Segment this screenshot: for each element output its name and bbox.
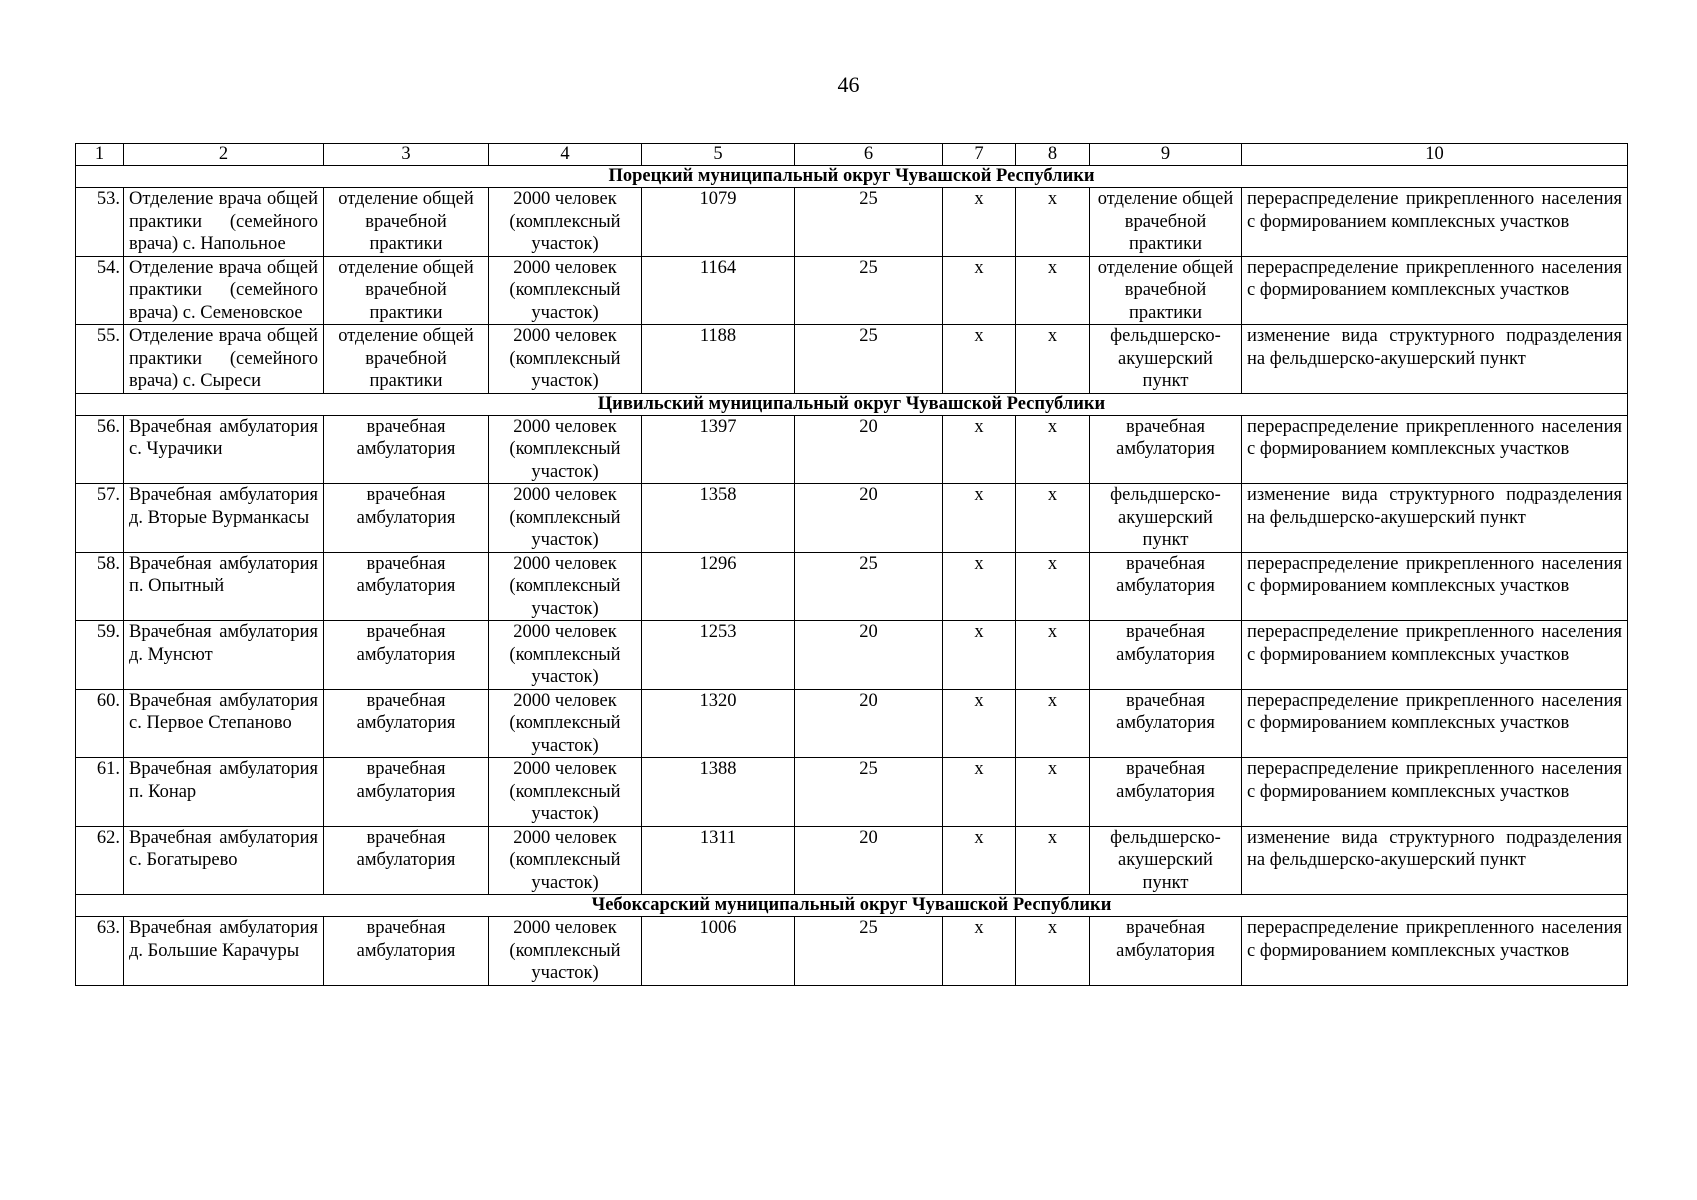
standard-capacity: 2000 человек (комплексный участок): [489, 621, 642, 690]
table-row: [76, 689, 1628, 758]
standard-capacity: 2000 человек (комплексный участок): [489, 758, 642, 827]
facility-name: Отделение врача общей практики (семейного врача) с. Напольное: [124, 188, 324, 257]
standard-capacity: 2000 человек (комплексный участок): [489, 552, 642, 621]
facility-name: Врачебная амбулатория п. Опытный: [124, 552, 324, 621]
attached-population: 1388: [642, 758, 795, 827]
planned-action: изменение вида структурного подразделения на фельдшерско-акушерский пункт: [1242, 826, 1628, 895]
table-row: [76, 325, 1628, 394]
table-row: [76, 188, 1628, 257]
attached-population: 1397: [642, 415, 795, 484]
facility-type: врачебная амбулатория: [324, 552, 489, 621]
column-number-header: 4: [489, 144, 642, 166]
row-number: 58.: [76, 552, 124, 621]
planned-action: перераспределение прикрепленного населения с формированием комплексных участков: [1242, 256, 1628, 325]
section-title: Цивильский муниципальный округ Чувашской Республики: [76, 393, 1628, 415]
attached-population: 1188: [642, 325, 795, 394]
standard-capacity: 2000 человек (комплексный участок): [489, 826, 642, 895]
column-8-value: х: [1016, 552, 1090, 621]
row-number: 55.: [76, 325, 124, 394]
column-number-header: 7: [943, 144, 1016, 166]
facility-type: врачебная амбулатория: [324, 758, 489, 827]
facility-type: врачебная амбулатория: [324, 917, 489, 986]
row-number: 54.: [76, 256, 124, 325]
facility-name: Врачебная амбулатория д. Мунсют: [124, 621, 324, 690]
distance-value: 25: [795, 552, 943, 621]
column-8-value: х: [1016, 484, 1090, 553]
row-number: 59.: [76, 621, 124, 690]
facility-name: Врачебная амбулатория с. Чурачики: [124, 415, 324, 484]
attached-population: 1006: [642, 917, 795, 986]
planned-action: перераспределение прикрепленного населения с формированием комплексных участков: [1242, 758, 1628, 827]
distance-value: 20: [795, 826, 943, 895]
section-title: Чебоксарский муниципальный округ Чувашской Республики: [76, 895, 1628, 917]
column-number-header: 2: [124, 144, 324, 166]
column-7-value: х: [943, 621, 1016, 690]
facility-type: врачебная амбулатория: [324, 621, 489, 690]
column-7-value: х: [943, 758, 1016, 827]
table-row: [76, 826, 1628, 895]
row-number: 60.: [76, 689, 124, 758]
row-number: 63.: [76, 917, 124, 986]
distance-value: 25: [795, 256, 943, 325]
column-8-value: х: [1016, 188, 1090, 257]
distance-value: 25: [795, 758, 943, 827]
facility-name: Врачебная амбулатория д. Большие Карачуры: [124, 917, 324, 986]
facility-type: отделение общей врачебной практики: [324, 256, 489, 325]
facility-name: Врачебная амбулатория д. Вторые Вурманкасы: [124, 484, 324, 553]
standard-capacity: 2000 человек (комплексный участок): [489, 188, 642, 257]
facility-type: врачебная амбулатория: [324, 415, 489, 484]
column-number-header: 8: [1016, 144, 1090, 166]
facility-name: Врачебная амбулатория п. Конар: [124, 758, 324, 827]
column-8-value: х: [1016, 621, 1090, 690]
column-8-value: х: [1016, 325, 1090, 394]
facility-type: отделение общей врачебной практики: [324, 325, 489, 394]
table-row: [76, 552, 1628, 621]
table-row: [76, 621, 1628, 690]
distance-value: 25: [795, 188, 943, 257]
facility-type: врачебная амбулатория: [324, 484, 489, 553]
column-number-header: 1: [76, 144, 124, 166]
attached-population: 1079: [642, 188, 795, 257]
page-number: 46: [837, 72, 860, 97]
proposed-type: врачебная амбулатория: [1090, 552, 1242, 621]
proposed-type: врачебная амбулатория: [1090, 758, 1242, 827]
standard-capacity: 2000 человек (комплексный участок): [489, 415, 642, 484]
attached-population: 1164: [642, 256, 795, 325]
column-number-header: 9: [1090, 144, 1242, 166]
row-number: 62.: [76, 826, 124, 895]
column-8-value: х: [1016, 415, 1090, 484]
planned-action: перераспределение прикрепленного населения с формированием комплексных участков: [1242, 689, 1628, 758]
proposed-type: врачебная амбулатория: [1090, 415, 1242, 484]
column-8-value: х: [1016, 758, 1090, 827]
column-7-value: х: [943, 552, 1016, 621]
standard-capacity: 2000 человек (комплексный участок): [489, 325, 642, 394]
column-number-header: 6: [795, 144, 943, 166]
attached-population: 1253: [642, 621, 795, 690]
attached-population: 1358: [642, 484, 795, 553]
table-row: [76, 415, 1628, 484]
column-number-header: 5: [642, 144, 795, 166]
proposed-type: фельдшерско-акушерский пункт: [1090, 325, 1242, 394]
table-row: [76, 484, 1628, 553]
column-7-value: х: [943, 325, 1016, 394]
distance-value: 20: [795, 621, 943, 690]
table-row: [76, 256, 1628, 325]
planned-action: изменение вида структурного подразделения на фельдшерско-акушерский пункт: [1242, 484, 1628, 553]
column-8-value: х: [1016, 917, 1090, 986]
column-7-value: х: [943, 188, 1016, 257]
row-number: 61.: [76, 758, 124, 827]
planned-action: перераспределение прикрепленного населения с формированием комплексных участков: [1242, 188, 1628, 257]
distance-value: 20: [795, 415, 943, 484]
column-7-value: х: [943, 689, 1016, 758]
column-8-value: х: [1016, 689, 1090, 758]
table-body: [76, 144, 1628, 986]
column-7-value: х: [943, 826, 1016, 895]
proposed-type: фельдшерско-акушерский пункт: [1090, 484, 1242, 553]
section-title: Порецкий муниципальный округ Чувашской Республики: [76, 166, 1628, 188]
section-heading-row: [76, 393, 1628, 415]
proposed-type: врачебная амбулатория: [1090, 689, 1242, 758]
facility-name: Отделение врача общей практики (семейного врача) с. Сыреси: [124, 325, 324, 394]
distance-value: 25: [795, 325, 943, 394]
attached-population: 1296: [642, 552, 795, 621]
attached-population: 1320: [642, 689, 795, 758]
section-heading-row: [76, 166, 1628, 188]
planned-action: перераспределение прикрепленного населения с формированием комплексных участков: [1242, 415, 1628, 484]
planned-action: перераспределение прикрепленного населения с формированием комплексных участков: [1242, 621, 1628, 690]
column-number-header: 3: [324, 144, 489, 166]
row-number: 56.: [76, 415, 124, 484]
proposed-type: отделение общей врачебной практики: [1090, 256, 1242, 325]
facility-name: Отделение врача общей практики (семейного врача) с. Семеновское: [124, 256, 324, 325]
proposed-type: врачебная амбулатория: [1090, 621, 1242, 690]
row-number: 53.: [76, 188, 124, 257]
facility-type: врачебная амбулатория: [324, 826, 489, 895]
distance-value: 20: [795, 689, 943, 758]
distance-value: 20: [795, 484, 943, 553]
column-number-header: 10: [1242, 144, 1628, 166]
row-number: 57.: [76, 484, 124, 553]
column-7-value: х: [943, 484, 1016, 553]
facility-type: врачебная амбулатория: [324, 689, 489, 758]
document-table: [75, 143, 1628, 986]
table-row: [76, 758, 1628, 827]
planned-action: перераспределение прикрепленного населения с формированием комплексных участков: [1242, 552, 1628, 621]
section-heading-row: [76, 895, 1628, 917]
standard-capacity: 2000 человек (комплексный участок): [489, 689, 642, 758]
column-number-row: [76, 144, 1628, 166]
facility-name: Врачебная амбулатория с. Богатырево: [124, 826, 324, 895]
column-7-value: х: [943, 415, 1016, 484]
facility-type: отделение общей врачебной практики: [324, 188, 489, 257]
standard-capacity: 2000 человек (комплексный участок): [489, 484, 642, 553]
proposed-type: фельдшерско-акушерский пункт: [1090, 826, 1242, 895]
column-7-value: х: [943, 256, 1016, 325]
facility-name: Врачебная амбулатория с. Первое Степаново: [124, 689, 324, 758]
distance-value: 25: [795, 917, 943, 986]
column-8-value: х: [1016, 256, 1090, 325]
proposed-type: отделение общей врачебной практики: [1090, 188, 1242, 257]
proposed-type: врачебная амбулатория: [1090, 917, 1242, 986]
standard-capacity: 2000 человек (комплексный участок): [489, 917, 642, 986]
planned-action: перераспределение прикрепленного населения с формированием комплексных участков: [1242, 917, 1628, 986]
column-8-value: х: [1016, 826, 1090, 895]
standard-capacity: 2000 человек (комплексный участок): [489, 256, 642, 325]
attached-population: 1311: [642, 826, 795, 895]
planned-action: изменение вида структурного подразделения на фельдшерско-акушерский пункт: [1242, 325, 1628, 394]
column-7-value: х: [943, 917, 1016, 986]
table-row: [76, 917, 1628, 986]
